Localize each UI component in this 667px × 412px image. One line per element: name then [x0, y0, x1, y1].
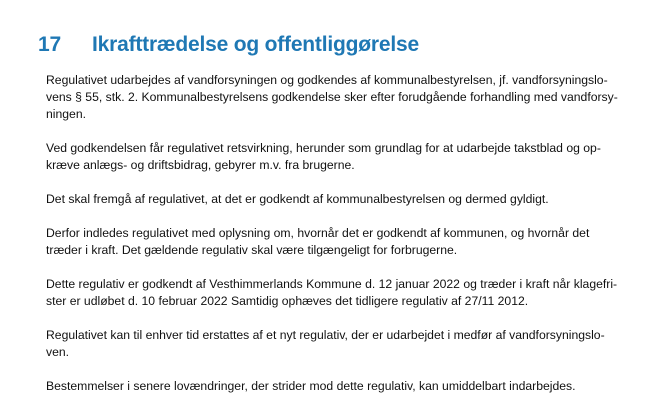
paragraph-legal-effect	[46, 140, 646, 174]
paragraph-replacement	[46, 327, 646, 361]
paragraph-dates	[46, 276, 646, 310]
paragraph-validity	[46, 191, 646, 208]
paragraph-introduction	[46, 225, 646, 259]
paragraph-line: ster er udløbet d. 10 februar 2022 Samtidig ophæves det tidligere regulativ af 27/11 2012.	[46, 294, 529, 308]
paragraph-line: vens § 55, stk. 2. Kommunalbestyrelsens godkendelse sker efter forudgående forhandling med vandforsy-	[46, 90, 618, 104]
paragraph-line: ningen.	[46, 107, 86, 121]
section-number: 17	[38, 33, 61, 56]
document-body	[46, 72, 646, 412]
paragraph-line: ven.	[46, 345, 70, 359]
paragraph-line: Regulativet udarbejdes af vandforsyningen og godkendes af kommunalbestyrelsen, jf. vandforsyningslo-	[46, 73, 608, 87]
paragraph-line: Dette regulativ er godkendt af Vesthimmerlands Kommune d. 12 januar 2022 og træder i kraft når klagefri-	[46, 277, 618, 291]
paragraph-line: Regulativet kan til enhver tid erstattes af et nyt regulativ, der er udarbejdet i medfør af vandforsyningslo-	[46, 328, 605, 342]
paragraph-amendments	[46, 378, 646, 395]
paragraph-line: Ved godkendelsen får regulativet retsvirkning, herunder som grundlag for at udarbejde takstblad og op-	[46, 141, 601, 155]
paragraph-line: Bestemmelser i senere lovændringer, der strider mod dette regulativ, kan umiddelbart indarbejdes.	[46, 379, 576, 393]
paragraph-approval	[46, 72, 646, 123]
paragraph-line: kræve anlægs- og driftsbidrag, gebyrer m.v. fra brugerne.	[46, 158, 355, 172]
paragraph-line: Derfor indledes regulativet med oplysning om, hvornår det er godkendt af kommunen, og hvornår det	[46, 226, 590, 240]
section-heading	[38, 33, 419, 57]
paragraph-line: træder i kraft. Det gældende regulativ skal være tilgængeligt for forbrugerne.	[46, 243, 458, 257]
section-title: Ikrafttrædelse og offentliggørelse	[92, 33, 419, 56]
paragraph-line: Det skal fremgå af regulativet, at det er godkendt af kommunalbestyrelsen og dermed gyldigt.	[46, 192, 549, 206]
